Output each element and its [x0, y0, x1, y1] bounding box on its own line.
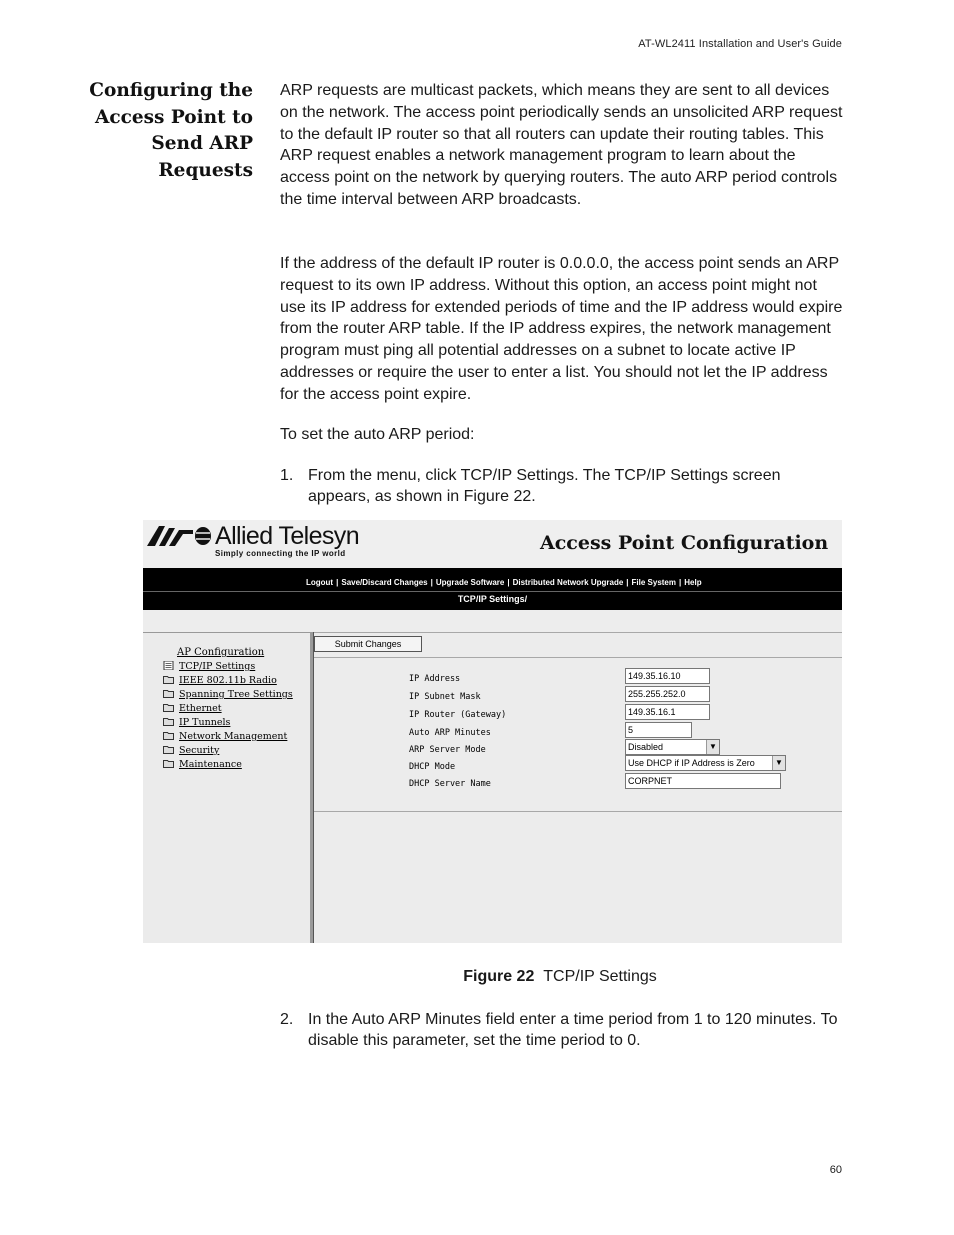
sidebar-item-security[interactable]	[163, 745, 219, 759]
auto-arp-label: Auto ARP Minutes	[409, 728, 491, 738]
menu-upgrade-software[interactable]: Upgrade Software	[435, 578, 505, 587]
dhcp-mode-value: Use DHCP if IP Address is Zero	[628, 758, 755, 768]
step-text: In the Auto ARP Minutes field enter a time period from 1 to 120 minutes. To disable this parameter, set the time period to 0.	[308, 1011, 838, 1049]
folder-icon	[163, 745, 174, 754]
menu-items: Logout | Save/Discard Changes | Upgrade Software | Distributed Network Upgrade | File System | Help	[303, 578, 705, 587]
allied-telesyn-logo	[147, 526, 211, 546]
menu-logout[interactable]: Logout	[306, 578, 334, 587]
menu-save-discard[interactable]: Save/Discard Changes	[341, 578, 428, 587]
brand-tagline: Simply connecting the IP world	[215, 549, 346, 558]
panel-rule	[314, 657, 842, 658]
folder-icon	[163, 731, 174, 740]
folder-icon	[163, 675, 174, 684]
dhcp-mode-label: DHCP Mode	[409, 762, 456, 772]
figure-caption-text: TCP/IP Settings	[543, 968, 657, 985]
figure-label: Figure 22	[463, 968, 535, 985]
figure-caption	[0, 968, 954, 986]
auto-arp-field[interactable]: 5	[625, 722, 692, 738]
sidebar-item-label: Ethernet	[179, 703, 222, 714]
chevron-down-icon: ▼	[772, 756, 785, 770]
breadcrumb: TCP/IP Settings/	[457, 594, 528, 604]
ip-address-label: IP Address	[409, 674, 461, 684]
sidebar-item-tcpip[interactable]	[163, 661, 255, 675]
paragraph-set-arp: To set the auto ARP period:	[280, 426, 475, 443]
subnet-mask-field[interactable]: 255.255.252.0	[625, 686, 710, 702]
paragraph-default-router: If the address of the default IP router is 0.0.0.0, the access point sends an ARP request to its own IP address. Without this option, an access point might not use its IP address for extended periods of time and the IP address would expire from the router ARP table. If the IP address expires, the network management program must ping all potential addresses on a subnet to locate active IP addresses or require the user to enter a list. You should not let the IP address for the access point expire.	[280, 255, 843, 403]
step-number: 2.	[280, 1011, 294, 1028]
sidebar-item-label: Maintenance	[179, 759, 242, 770]
paragraph-arp-intro: ARP requests are multicast packets, which means they are sent to all devices on the network. The access point periodically sends an unsolicited ARP request to the default IP router so that all routers can update their routing tables. This ARP request enables a network management program to learn about the access point on the network by querying routers. The auto ARP period controls the time interval between ARP broadcasts.	[280, 82, 843, 208]
folder-icon	[163, 703, 174, 712]
page-icon	[163, 661, 174, 670]
screenshot-figure	[143, 520, 842, 943]
menu-file-system[interactable]: File System	[631, 578, 676, 587]
step-number: 1.	[280, 467, 294, 484]
sidebar-item-ethernet[interactable]	[163, 703, 222, 717]
menu-help[interactable]: Help	[684, 578, 702, 587]
section-title-line: Configuring the	[89, 80, 253, 101]
dhcp-server-name-label: DHCP Server Name	[409, 779, 491, 789]
step-1	[280, 465, 846, 507]
folder-icon	[163, 717, 174, 726]
arp-server-mode-label: ARP Server Mode	[409, 745, 486, 755]
arp-server-mode-value: Disabled	[628, 742, 664, 752]
brand-name: Allied Telesyn	[215, 522, 360, 550]
sidebar-item-label: Security	[179, 745, 220, 756]
sidebar-item-label: IP Tunnels	[179, 717, 231, 728]
router-label: IP Router (Gateway)	[409, 710, 507, 720]
step-2	[280, 1009, 846, 1051]
sidebar-item-maintenance[interactable]	[163, 759, 242, 773]
sidebar-item-label: Spanning Tree Settings	[179, 689, 293, 700]
menu-distributed-upgrade[interactable]: Distributed Network Upgrade	[512, 578, 624, 587]
page-number: 60	[829, 1164, 842, 1176]
folder-icon	[163, 759, 174, 768]
section-title	[60, 78, 253, 184]
panel-rule	[314, 811, 842, 812]
sidebar-item-network-management[interactable]	[163, 731, 287, 745]
menu-divider	[143, 591, 842, 592]
chevron-down-icon: ▼	[706, 740, 719, 754]
submit-changes-button[interactable]: Submit Changes	[314, 636, 422, 652]
ip-address-field[interactable]: 149.35.16.10	[625, 668, 710, 684]
subnet-mask-label: IP Subnet Mask	[409, 692, 481, 702]
step-text: From the menu, click TCP/IP Settings. The TCP/IP Settings screen appears, as shown in Figure 22.	[308, 467, 781, 505]
router-field[interactable]: 149.35.16.1	[625, 704, 710, 720]
sidebar-item-radio[interactable]	[163, 675, 277, 689]
nav-title[interactable]: AP Configuration	[177, 647, 265, 658]
app-title: Access Point Configuration	[540, 532, 829, 554]
sidebar-item-spanning-tree[interactable]	[163, 689, 293, 703]
sidebar-item-label: Network Management	[179, 731, 288, 742]
sidebar-item-label: IEEE 802.11b Radio	[179, 675, 277, 686]
folder-icon	[163, 689, 174, 698]
dhcp-server-name-field[interactable]: CORPNET	[625, 773, 781, 789]
sidebar-item-ip-tunnels[interactable]	[163, 717, 230, 731]
section-title-line: Requests	[158, 159, 253, 181]
running-header: AT-WL2411 Installation and User's Guide	[638, 38, 842, 50]
dhcp-mode-select[interactable]	[625, 755, 786, 771]
arp-server-mode-select[interactable]	[625, 739, 720, 755]
section-title-line: Send ARP	[151, 133, 253, 154]
sidebar	[143, 632, 310, 943]
section-title-line: Access Point to	[94, 106, 253, 128]
sidebar-item-label: TCP/IP Settings	[179, 661, 256, 672]
menu-bar	[143, 568, 842, 610]
settings-panel	[314, 632, 842, 943]
app-header	[143, 520, 842, 568]
panel-rule	[314, 632, 842, 633]
